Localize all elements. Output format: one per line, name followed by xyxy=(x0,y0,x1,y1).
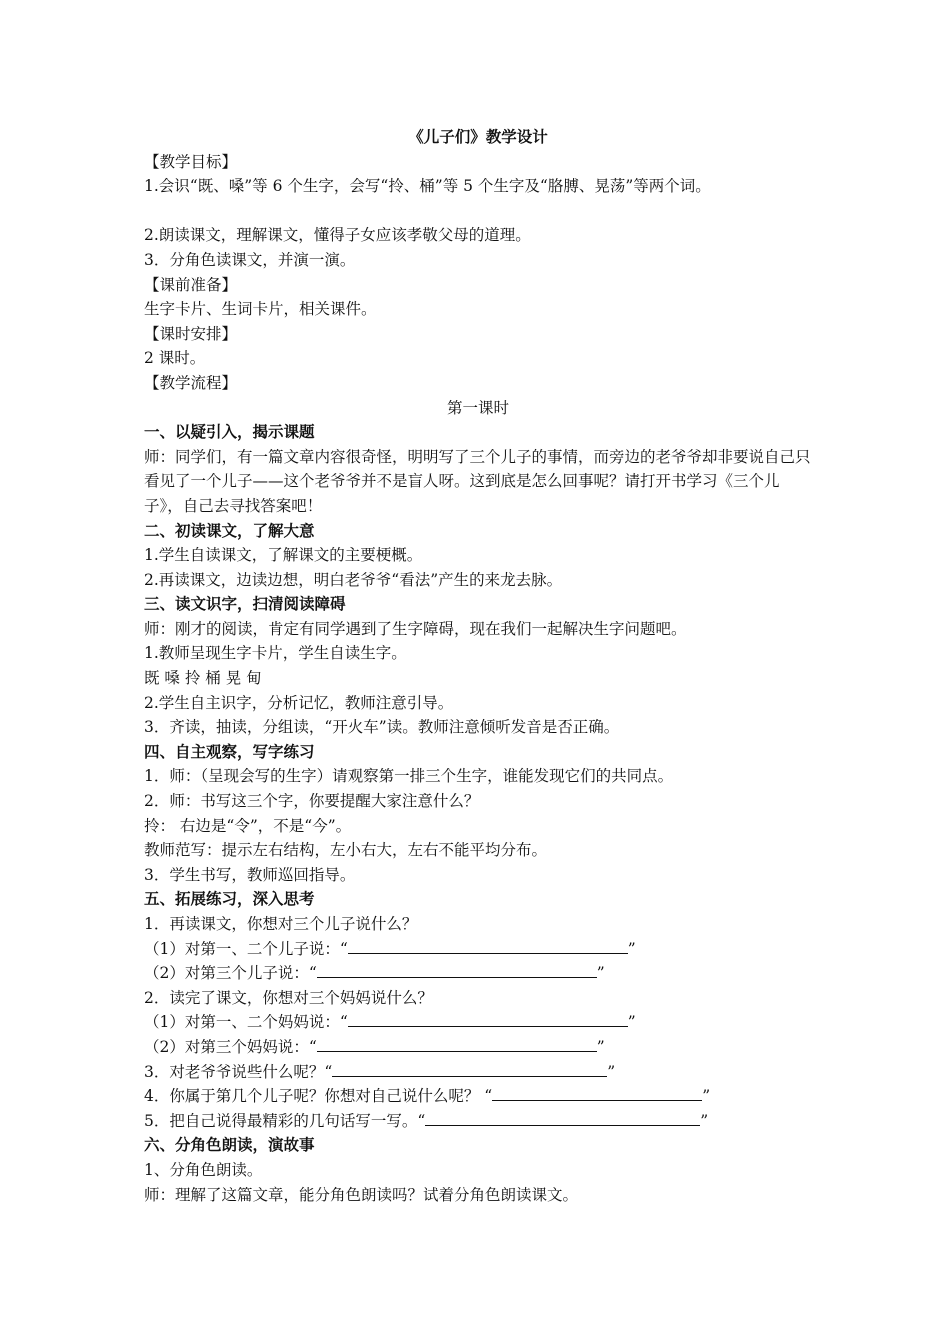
step-5-item-3: 3．对老爷爷说些什么呢？“ ” xyxy=(144,1060,812,1085)
section-header-objectives: 【教学目标】 xyxy=(144,152,238,171)
answer-blank xyxy=(425,1109,700,1126)
section-header-process: 【教学流程】 xyxy=(144,373,238,392)
step-5-item-2: 2．读完了课文，你想对三个妈妈说什么？ xyxy=(144,988,433,1007)
lesson-heading: 第一课时 xyxy=(446,398,509,417)
step-6-heading: 六、分角色朗读，演故事 xyxy=(144,1136,315,1155)
document-title: 《儿子们》教学设计 xyxy=(408,128,548,146)
schedule-text: 2 课时。 xyxy=(144,349,206,368)
answer-blank xyxy=(317,1035,597,1052)
step-5-heading: 五、拓展练习，深入思考 xyxy=(144,890,315,909)
step-5-item-4: 4．你属于第几个儿子呢？你想对自己说什么呢？ “ ” xyxy=(144,1084,812,1109)
step-1-paragraph: 师：同学们，有一篇文章内容很奇怪，明明写了三个儿子的事情，而旁边的老爷爷却非要说自己只看见了一个儿子——这个老爷爷并不是盲人呀。这到底是怎么回事呢？请打开书学习《三个儿子》，自己去寻找答案吧！ xyxy=(144,447,811,515)
step-4-item-3: 3．学生书写，教师巡回指导。 xyxy=(144,865,356,884)
section-header-schedule: 【课时安排】 xyxy=(144,324,238,343)
answer-blank xyxy=(348,1010,628,1027)
objective-2: 2.朗读课文，理解课文，懂得子女应该孝敬父母的道理。 xyxy=(144,226,531,245)
step-5-item-2-sub-2: （2）对第三个妈妈说：“ ” xyxy=(144,1035,812,1060)
step-3-heading: 三、读文识字，扫清阅读障碍 xyxy=(144,595,346,614)
step-3-item-3: 3．齐读，抽读，分组读，“开火车”读。教师注意倾听发音是否正确。 xyxy=(144,718,620,737)
step-2-item-1: 1.学生自读课文，了解课文的主要梗概。 xyxy=(144,546,423,565)
answer-blank xyxy=(317,961,597,978)
step-2-heading: 二、初读课文，了解大意 xyxy=(144,521,315,540)
step-3-paragraph: 师：刚才的阅读，肯定有同学遇到了生字障碍，现在我们一起解决生字问题吧。 xyxy=(144,619,687,638)
document-body xyxy=(144,125,812,1207)
step-6-item-1: 1、分角色朗读。 xyxy=(144,1160,263,1179)
step-3-item-2: 2.学生自主识字，分析记忆，教师注意引导。 xyxy=(144,693,454,712)
step-5-item-1-sub-1: （1）对第一、二个儿子说：“ ” xyxy=(144,937,812,962)
answer-blank xyxy=(492,1084,702,1101)
step-5-item-1-sub-2: （2）对第三个儿子说：“ ” xyxy=(144,961,812,986)
step-2-item-2: 2.再读课文，边读边想，明白老爷爷“看法”产生的来龙去脉。 xyxy=(144,570,563,589)
step-6-paragraph: 师：理解了这篇文章，能分角色朗读吗？试着分角色朗读课文。 xyxy=(144,1185,579,1204)
step-4-demo: 教师范写：提示左右结构，左小右大，左右不能平均分布。 xyxy=(144,841,548,860)
step-4-item-2: 2．师：书写这三个字，你要提醒大家注意什么？ xyxy=(144,792,480,811)
answer-blank xyxy=(332,1060,607,1077)
step-3-item-1: 1.教师呈现生字卡片，学生自读生字。 xyxy=(144,644,407,663)
objective-3: 3．分角色读课文，并演一演。 xyxy=(144,250,356,269)
step-1-heading: 一、以疑引入，揭示课题 xyxy=(144,423,315,442)
step-4-note: 拎： 右边是“令”，不是“今”。 xyxy=(144,816,352,835)
step-5-item-1: 1．再读课文，你想对三个儿子说什么？ xyxy=(144,915,418,934)
preparation-text: 生字卡片、生词卡片，相关课件。 xyxy=(144,300,377,319)
step-4-heading: 四、自主观察，写字练习 xyxy=(144,742,315,761)
step-5-item-2-sub-1: （1）对第一、二个妈妈说：“ ” xyxy=(144,1010,812,1035)
step-5-item-5: 5．把自己说得最精彩的几句话写一写。“ ” xyxy=(144,1109,812,1134)
step-4-item-1: 1．师：（呈现会写的生字）请观察第一排三个生字，谁能发现它们的共同点。 xyxy=(144,767,674,786)
objective-1: 1.会识“既、嗓”等 6 个生字，会写“拎、桶”等 5 个生字及“胳膊、晃荡”等两个词。 xyxy=(144,177,711,196)
new-characters: 既 嗓 拎 桶 晃 甸 xyxy=(144,669,262,688)
answer-blank xyxy=(348,937,628,954)
section-header-preparation: 【课前准备】 xyxy=(144,275,238,294)
